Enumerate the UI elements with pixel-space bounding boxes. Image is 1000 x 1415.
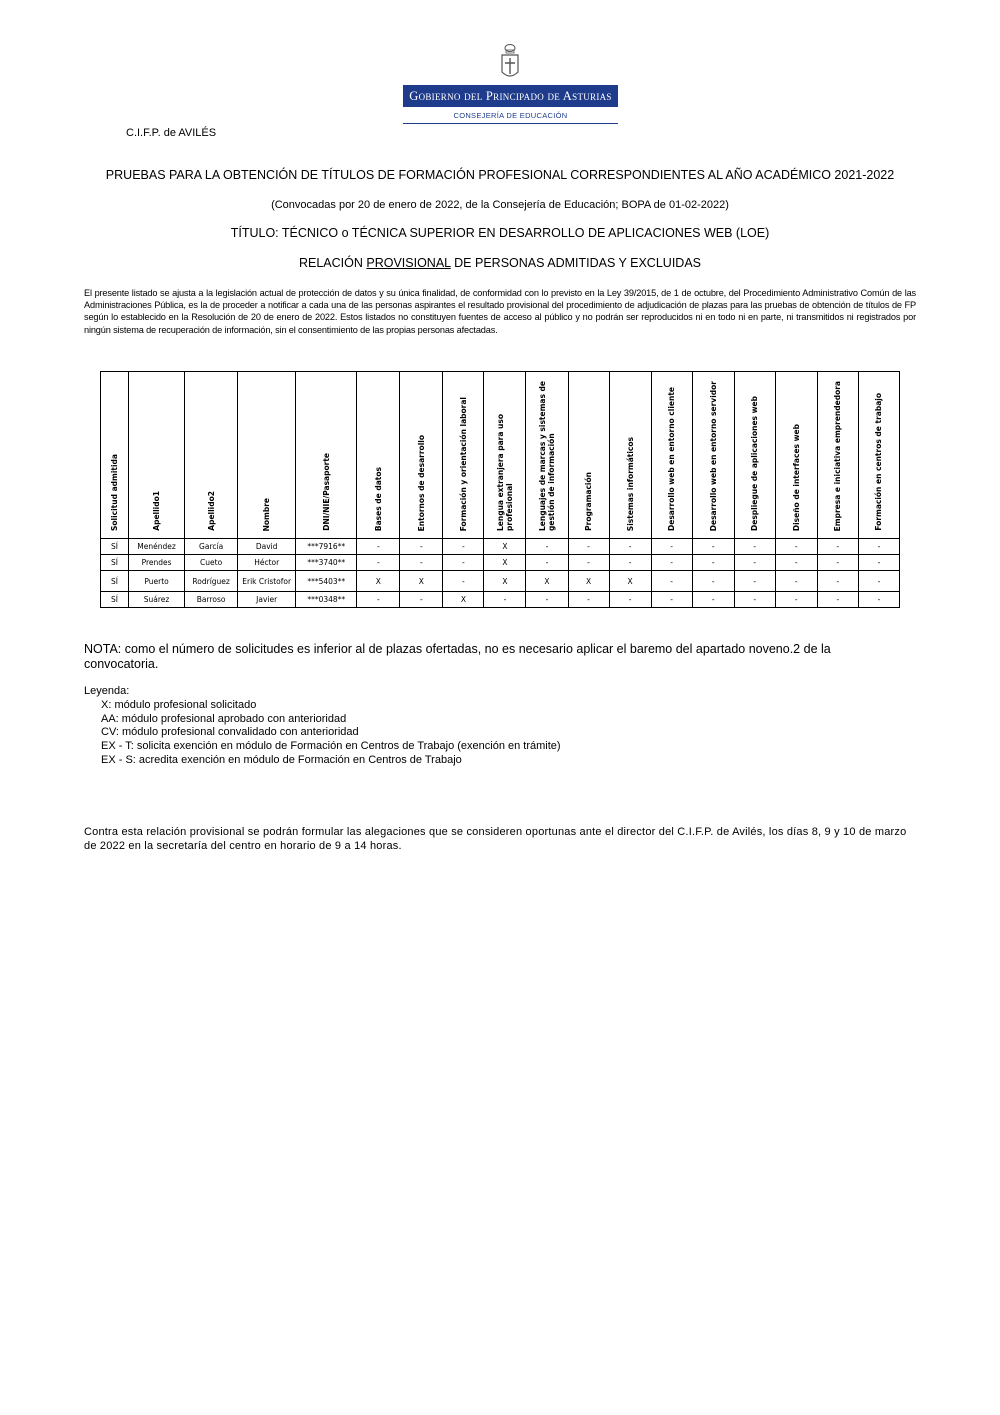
table-cell: X <box>357 571 400 592</box>
table-row <box>101 539 900 555</box>
column-header-label: Lenguajes de marcas y sistemas de gestión de información <box>537 380 556 531</box>
column-header <box>357 372 400 539</box>
table-cell: - <box>443 555 484 571</box>
column-header-label: Despliegue de aplicaciones web <box>750 396 760 531</box>
table-cell: Suárez <box>129 592 185 608</box>
table-cell: SÍ <box>101 592 129 608</box>
center-name: C.I.F.P. de AVILÉS <box>126 127 217 139</box>
nota-text: NOTA: como el número de solicitudes es inferior al de plazas ofertadas, no es necesario aplicar el baremo del apartado noveno.2 de la convocatoria. <box>84 642 831 671</box>
table-cell: ***3740** <box>296 555 357 571</box>
table-cell: - <box>484 592 526 608</box>
table-cell: Javier <box>238 592 296 608</box>
table-cell: X <box>484 555 526 571</box>
table-cell: Cueto <box>185 555 238 571</box>
column-header-label: Bases de datos <box>373 466 383 531</box>
table-row <box>101 555 900 571</box>
table-cell: - <box>734 592 775 608</box>
legend-item: CV: módulo profesional convalidado con anterioridad <box>101 726 359 739</box>
column-header-label: Lengua extranjera para uso profesional <box>495 414 514 531</box>
column-header <box>129 372 185 539</box>
table-row <box>101 571 900 592</box>
table-cell: - <box>692 592 734 608</box>
column-header-label: Desarrollo web en entorno cliente <box>667 387 677 531</box>
column-header <box>296 372 357 539</box>
admissions-table-wrapper <box>100 371 900 608</box>
table-cell: David <box>238 539 296 555</box>
table-cell: X <box>568 571 609 592</box>
alegaciones-text: Contra esta relación provisional se podrán formular las alegaciones que se consideren oportunas ante el director del C.I.F.P. de Avilés, los días 8, 9 y 10 de marzo de 2022 en la secretaría del centro en horario de 9 a 14 horas. <box>84 826 907 852</box>
table-cell: - <box>568 555 609 571</box>
table-cell: - <box>734 539 775 555</box>
table-cell: - <box>568 592 609 608</box>
table-cell: - <box>775 571 817 592</box>
list-title-suffix: DE PERSONAS ADMITIDAS Y EXCLUIDAS <box>454 256 701 270</box>
table-cell: - <box>609 555 651 571</box>
legend <box>84 685 904 768</box>
table-cell: X <box>484 539 526 555</box>
table-cell: - <box>775 592 817 608</box>
table-cell: - <box>443 571 484 592</box>
column-header-label: Apellido2 <box>206 491 216 531</box>
table-cell: - <box>692 539 734 555</box>
document-title: PRUEBAS PARA LA OBTENCIÓN DE TÍTULOS DE FORMACIÓN PROFESIONAL CORRESPONDIENTES AL AÑO ACADÉMICO 2021-2022 <box>105 168 895 182</box>
column-header <box>568 372 609 539</box>
table-cell: - <box>400 539 443 555</box>
table-cell: - <box>357 555 400 571</box>
table-cell: Prendes <box>129 555 185 571</box>
asturias-crest-icon <box>500 44 520 80</box>
column-header <box>185 372 238 539</box>
column-header <box>609 372 651 539</box>
table-cell: - <box>400 592 443 608</box>
table-cell: Erik Cristofor <box>238 571 296 592</box>
department-name: CONSEJERÍA DE EDUCACIÓN <box>453 111 568 120</box>
column-header-label: Formación en centros de trabajo <box>874 393 884 531</box>
table-cell: - <box>609 592 651 608</box>
table-cell: - <box>526 539 568 555</box>
table-cell: X <box>443 592 484 608</box>
column-header <box>775 372 817 539</box>
column-header <box>526 372 568 539</box>
table-cell: - <box>651 539 692 555</box>
table-cell: - <box>734 555 775 571</box>
column-header <box>651 372 692 539</box>
column-header-label: Sistemas informáticos <box>625 436 635 531</box>
table-cell: X <box>526 571 568 592</box>
legend-item: AA: módulo profesional aprobado con anterioridad <box>101 712 347 725</box>
convocatoria-subtitle: (Convocadas por 20 de enero de 2022, de la Consejería de Educación; BOPA de 01-02-2022) <box>271 199 729 211</box>
table-cell: Barroso <box>185 592 238 608</box>
table-cell: - <box>775 555 817 571</box>
admissions-table <box>100 371 900 608</box>
table-cell: - <box>568 539 609 555</box>
table-cell: - <box>357 592 400 608</box>
table-cell: - <box>651 571 692 592</box>
legend-title: Leyenda: <box>84 685 130 697</box>
table-cell: SÍ <box>101 571 129 592</box>
table-cell: - <box>817 592 858 608</box>
column-header-label: Formación y orientación laboral <box>458 396 468 531</box>
table-cell: - <box>817 555 858 571</box>
table-cell: X <box>484 571 526 592</box>
column-header <box>238 372 296 539</box>
legend-item: EX - T: solicita exención en módulo de Formación en Centros de Trabajo (exención en trámite) <box>101 740 561 753</box>
table-cell: Rodríguez <box>185 571 238 592</box>
legend-item: X: módulo profesional solicitado <box>101 698 257 711</box>
table-cell: - <box>858 592 899 608</box>
table-header-row <box>101 372 900 539</box>
table-cell: ***5403** <box>296 571 357 592</box>
list-title-prefix: RELACIÓN <box>298 256 363 270</box>
table-cell: - <box>734 571 775 592</box>
table-cell: - <box>775 539 817 555</box>
table-cell: X <box>609 571 651 592</box>
column-header <box>101 372 129 539</box>
table-cell: - <box>400 555 443 571</box>
column-header <box>400 372 443 539</box>
table-cell: - <box>526 592 568 608</box>
header-divider <box>403 123 618 124</box>
table-cell: - <box>858 539 899 555</box>
table-cell: - <box>357 539 400 555</box>
table-cell: - <box>692 555 734 571</box>
table-cell: - <box>817 539 858 555</box>
table-cell: Héctor <box>238 555 296 571</box>
legend-item: EX - S: acredita exención en módulo de Formación en Centros de Trabajo <box>101 753 462 766</box>
column-header <box>692 372 734 539</box>
table-cell: - <box>692 571 734 592</box>
table-cell: - <box>651 555 692 571</box>
column-header <box>858 372 899 539</box>
column-header-label: DNI/NIE/Pasaporte <box>321 453 331 531</box>
column-header-label: Diseño de interfaces web <box>791 423 801 531</box>
column-header-label: Nombre <box>262 497 272 531</box>
table-cell: - <box>443 539 484 555</box>
government-banner <box>403 85 618 107</box>
table-cell: - <box>858 555 899 571</box>
list-title-provisional: PROVISIONAL <box>366 256 451 270</box>
table-cell: Menéndez <box>129 539 185 555</box>
column-header-label: Programación <box>584 472 594 531</box>
table-cell: Puerto <box>129 571 185 592</box>
privacy-notice: El presente listado se ajusta a la legislación actual de protección de datos y su única finalidad, de conformidad con lo previsto en la Ley 39/2015, de 1 de octubre, del Procedimiento Administrativo Común de las Administraciones Pública, es la de proceder a notificar a cada una de las personas aspirantes el resultado provisional del procedimiento de adjudicación de plazas para las pruebas de obtención de títulos de FP según lo establecido en la Resolución de 20 de enero de 2022. Estos listados no constituyen fuentes de acceso al público y no podrán ser reproducidos ni en todo ni en parte, ni transmitidos ni registrados por ningún sistema de recuperación de información, sin el consentimiento de las propias personas afectadas. <box>84 288 916 335</box>
table-cell: - <box>609 539 651 555</box>
table-cell: ***0348** <box>296 592 357 608</box>
column-header <box>817 372 858 539</box>
table-cell: X <box>400 571 443 592</box>
table-cell: SÍ <box>101 539 129 555</box>
table-cell: García <box>185 539 238 555</box>
column-header-label: Desarrollo web en entorno servidor <box>708 380 718 531</box>
table-cell: - <box>651 592 692 608</box>
table-cell: - <box>526 555 568 571</box>
table-cell: ***7916** <box>296 539 357 555</box>
column-header <box>734 372 775 539</box>
column-header <box>484 372 526 539</box>
table-row <box>101 592 900 608</box>
table-cell: SÍ <box>101 555 129 571</box>
table-cell: - <box>858 571 899 592</box>
column-header-label: Entornos de desarrollo <box>416 434 426 531</box>
column-header-label: Solicitud admitida <box>110 453 120 531</box>
table-cell: - <box>817 571 858 592</box>
column-header <box>443 372 484 539</box>
list-title <box>90 256 910 270</box>
degree-title: TÍTULO: TÉCNICO o TÉCNICA SUPERIOR EN DESARROLLO DE APLICACIONES WEB (LOE) <box>230 226 770 240</box>
column-header-label: Empresa e iniciativa emprendedora <box>833 380 843 531</box>
column-header-label: Apellido1 <box>152 491 162 531</box>
government-name: Gobierno del Principado de Asturias <box>409 88 612 103</box>
table-body <box>101 539 900 608</box>
